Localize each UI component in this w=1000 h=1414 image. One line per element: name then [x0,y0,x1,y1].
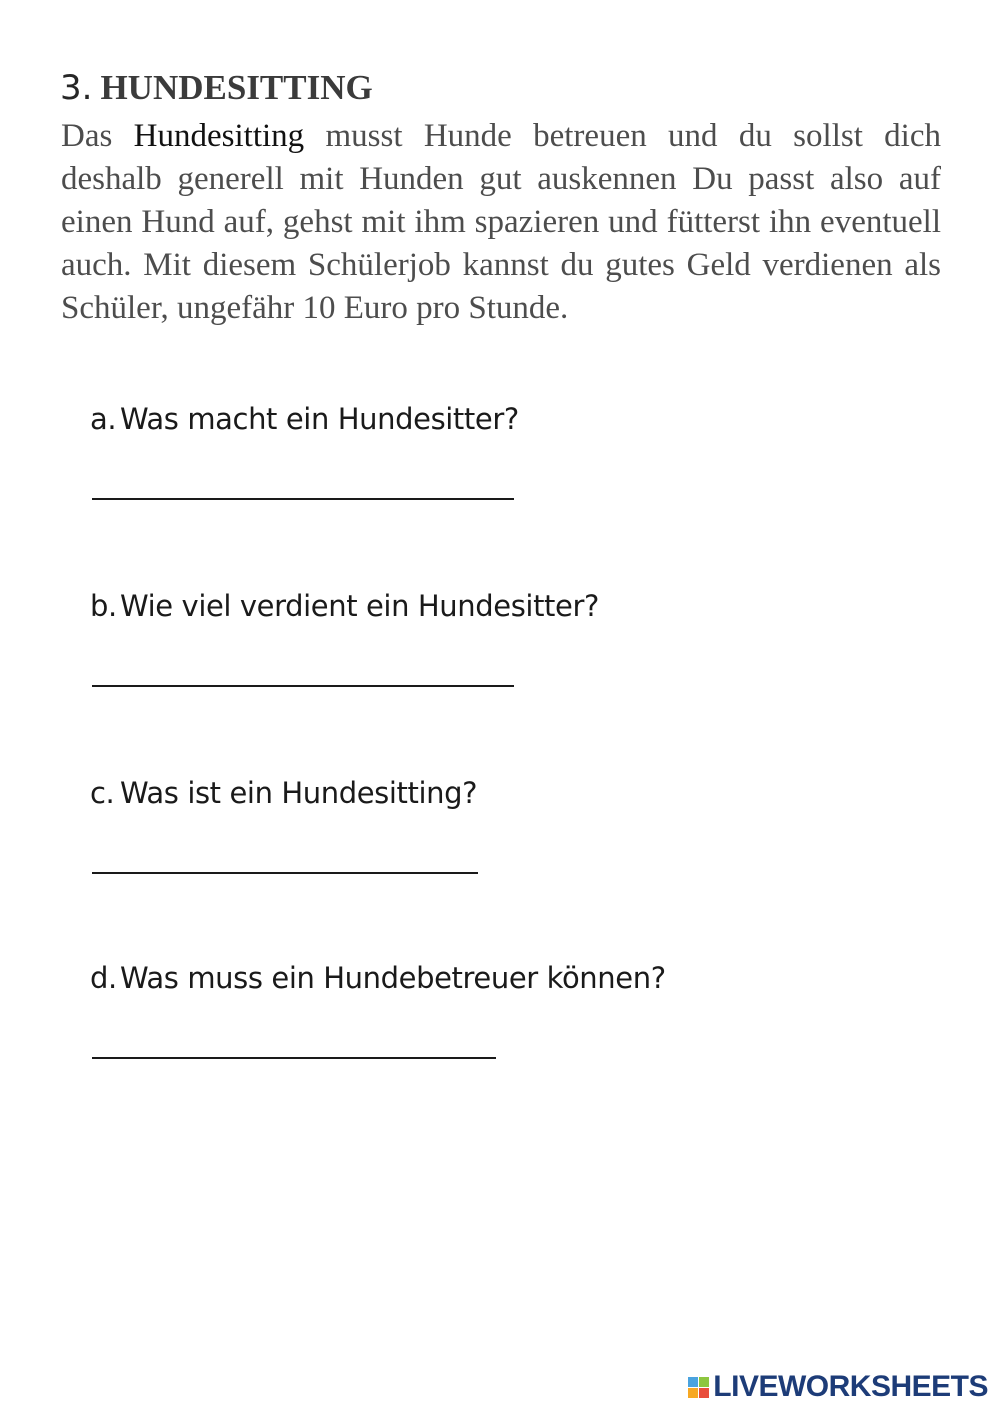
section-heading [60,68,373,108]
logo-tile [699,1377,709,1387]
logo-tile [699,1388,709,1398]
question-letter: a. [90,402,117,436]
logo-text: LIVEWORKSHEETS [713,1370,988,1403]
section-number: 3. [60,68,93,108]
logo-tiles-icon [688,1377,709,1398]
question-text: Wie viel verdient ein Hundesitter? [120,589,599,623]
liveworksheets-logo [688,1370,988,1404]
question-b [90,589,599,623]
answer-line-c[interactable] [92,872,478,874]
question-text: Was muss ein Hundebetreuer können? [120,961,666,995]
question-c [90,776,477,810]
intro-lead: Das [61,118,134,154]
logo-tile [688,1388,698,1398]
question-letter: b. [90,589,117,623]
question-d [90,961,666,995]
intro-rest: musst Hunde betreuen und du sollst dich deshalb generell mit Hunden gut auskennen Du passt also auf einen Hund auf, gehst mit ihm spazieren und fütterst ihn eventuell auch. Mit diesem Schülerjob kannst du gutes Geld verdienen als Schüler, ungefähr 10 Euro pro Stunde. [61,118,942,326]
question-letter: c. [90,776,115,810]
answer-line-b[interactable] [92,685,514,687]
logo-tile [688,1377,698,1387]
answer-line-a[interactable] [92,498,514,500]
question-a [90,402,519,436]
question-text: Was macht ein Hundesitter? [120,402,519,436]
question-text: Was ist ein Hundesitting? [120,776,478,810]
section-title: HUNDESITTING [100,68,373,107]
question-letter: d. [90,961,117,995]
answer-line-d[interactable] [92,1057,496,1059]
intro-paragraph [61,115,941,330]
intro-highlight: Hundesitting [133,118,305,154]
